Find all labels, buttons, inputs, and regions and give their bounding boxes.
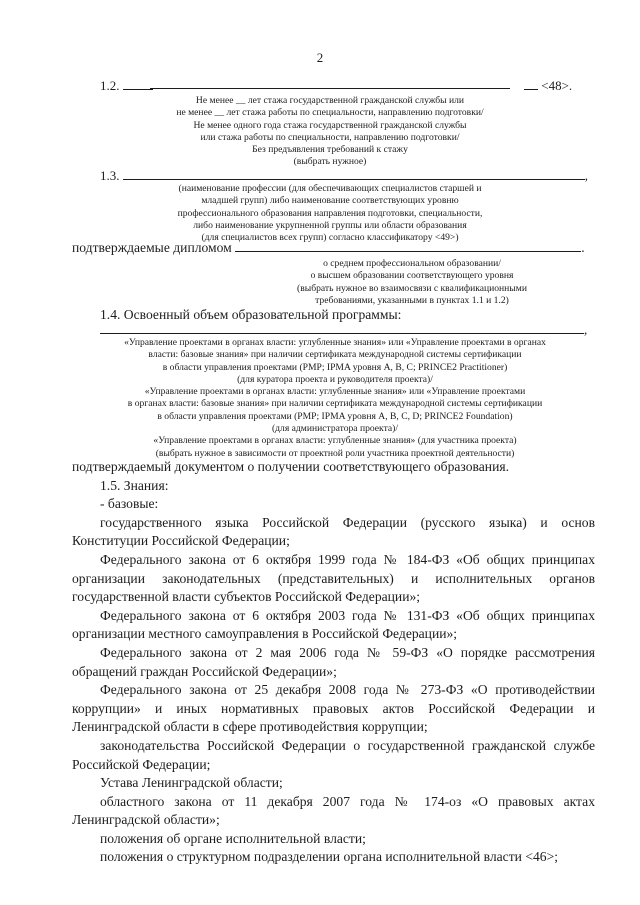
knowledge-item: областного закона от 11 декабря 2007 года № 174-оз «О правовых актах Ленинградской области»; [72,793,595,828]
caption-line: профессионального образования направления подготовки, специальности, [177,207,483,219]
caption-line: в области управления проектами (PMP; IPMA уровня A, B, C, D; PRINCE2 Foundation) [157,410,513,422]
confirm-line: подтверждаемый документом о получении соответствующего образования. [72,459,509,474]
caption-line: «Управление проектами в органах власти: углубленные знания» или «Управление проектами в органах [124,337,546,348]
caption-line: о среднем профессиональном образовании/ [323,258,501,269]
body-text [72,458,595,867]
item-1-2-label: 1.2. [100,78,120,93]
caption-line: требованиями, указанными в пунктах 1.1 и 1.2) [315,294,509,306]
caption-line: младшей групп) либо наименование соответствующих уровню [201,195,459,207]
caption-line: в области управления проектами (PMP; IPMA уровня A, B, C; PRINCE2 Practitioner) [162,361,508,373]
diploma-row [72,240,585,256]
item-1-4-row [100,322,587,338]
caption-line: (выбрать нужное) [293,156,367,168]
caption-line: в органах власти: базовые знания» при наличии сертификата международной системы сертификации [127,398,543,410]
item-1-2-underline [150,88,510,89]
item-1-4-label: 1.4. Освоенный объем образовательной программы: [100,307,402,322]
caption-line: (выбрать нужное в зависимости от проектной роли участника проектной деятельности) [155,447,515,459]
caption-line: не менее __ лет стажа работы по специальности, направлению подготовки/ [176,107,484,119]
item-1-4-blank [100,333,584,334]
knowledge-item: Устава Ленинградской области; [100,775,283,791]
caption-line: (для куратора проекта и руководителя проекта)/ [237,373,433,385]
caption-line: или стажа работы по специальности, направлению подготовки/ [200,131,460,143]
caption-line: Не менее одного года стажа государственной гражданской службы [193,119,467,131]
knowledge-item: Федерального закона от 6 октября 1999 года № 184-ФЗ «Об общих принципах организации законодательных (представительных) и исполнительных органов государственной власти субъектов Российской Федерации»; [72,551,595,605]
knowledge-item: положения о структурном подразделении органа исполнительной власти <46>; [100,849,559,865]
knowledge-item: государственного языка Российской Федерации (русского языка) и основ Конституции Российской Федерации; [72,514,595,549]
item-1-3-row [100,168,588,184]
item-1-3-caption [100,183,560,244]
knowledge-item: Федерального закона от 6 октября 2003 года № 131-ФЗ «Об общих принципах организации местного самоуправления в Российской Федерации»; [72,607,595,642]
caption-line: (для специалистов всех групп) согласно классификатору <49>) [201,232,459,244]
caption-line: (выбрать нужное во взаимосвязи с квалификационными [297,282,527,294]
knowledge-item: законодательства Российской Федерации о государственной гражданской службе Российской Федерации; [72,737,595,772]
caption-line: Не менее __ лет стажа государственной гражданской службы или [195,95,465,106]
item-1-4-end-marker: , [584,322,588,337]
caption-line: либо наименование укрупненной группы или области образования [193,219,467,231]
caption-line: «Управление проектами в органах власти: углубленные знания» или «Управление проектами [144,386,526,398]
item-1-2-caption [100,95,560,169]
item-1-2-end [524,78,572,94]
knowledge-item: положения об органе исполнительной власти; [100,830,366,846]
caption-line: о высшем образовании соответствующего уровня [310,270,514,282]
diploma-end: . [581,240,585,255]
item-1-3-blank [123,179,585,180]
knowledge-item: Федерального закона от 2 мая 2006 года № 59-ФЗ «О порядке рассмотрения обращений граждан Российской Федерации»; [72,644,595,679]
diploma-label: подтверждаемые дипломом [72,240,232,255]
item-1-3-end-marker: , [584,168,588,183]
caption-line: (наименование профессии (для обеспечивающих специалистов старшей и [178,183,482,194]
item-1-2-blank [123,89,153,90]
item-1-3-label: 1.3. [100,168,120,183]
item-1-2-end-marker: <48>. [541,78,573,93]
item-1-2-row [100,78,153,94]
page-number: 2 [316,50,324,65]
basic-heading: - базовые: [100,496,159,512]
diploma-caption [262,258,562,307]
caption-line: Без предъявления требований к стажу [252,144,408,156]
caption-line: (для администратора проекта)/ [271,423,399,435]
caption-line: власти: базовые знания» при наличии сертификата международной системы сертификации [148,349,522,361]
caption-line: «Управление проектами в органах власти: углубленные знания» (для участника проекта) [153,435,517,447]
item-1-4-caption [85,337,585,460]
diploma-blank [235,251,581,252]
knowledge-item: Федерального закона от 25 декабря 2008 года № 273-ФЗ «О противодействии коррупции» и иных нормативных правовых актов Российской Федерации и Ленинградской области в сфере противодействия коррупции; [72,682,595,735]
section-1-5-heading: 1.5. Знания: [100,477,169,493]
